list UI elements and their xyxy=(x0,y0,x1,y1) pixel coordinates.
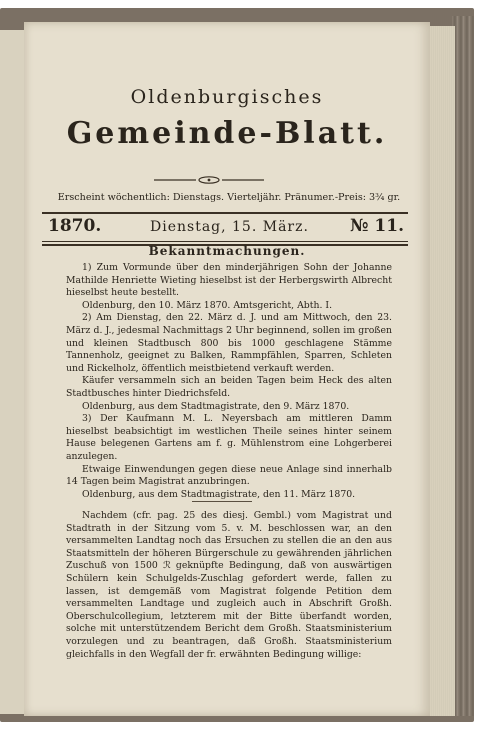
notice-paragraph: Oldenburg, aus dem Stadtmagistrate, den 11. März 1870. xyxy=(82,488,356,500)
publication-info: Erscheint wöchentlich: Dienstags. Vierteljähr. Pränumer.-Preis: 3¾ gr. xyxy=(57,192,401,203)
issue-year: 1870. xyxy=(48,216,102,236)
book-spine xyxy=(452,16,474,716)
masthead-title-small: Oldenburgisches xyxy=(130,86,324,108)
issue-row xyxy=(42,216,408,240)
header-rule-top xyxy=(42,212,408,214)
notice-paragraph: Oldenburg, den 10. März 1870. Amtsgericht, Abth. I. xyxy=(82,299,333,311)
issue-number: № 11. xyxy=(350,216,404,236)
notice-paragraph: 3) Der Kaufmann M. L. Neyersbach am mittleren Damm hieselbst beabsichtigt im westlichen Theile seines hinter seinem Hause belegenen Gartens am f. g. Mühlenstrom eine Lohgerberei anzulegen. xyxy=(66,413,392,462)
notice-paragraph: 2) Am Dienstag, den 22. März d. J. und am Mittwoch, den 23. März d. J., jedesmal Nachmittags 2 Uhr beginnend, sollen im großen und kleinen Stadtbusch 800 bis 1000 geschlagene Stämme Tannenholz, geeignet zu Balken, Rammpfählen, Sparren, Schleten und Rickelholz, öffentlich meistbietend verkauft werden. xyxy=(66,312,392,374)
section-title: Bekanntmachungen. xyxy=(148,244,306,258)
issue-date: Dienstag, 15. März. xyxy=(150,219,309,235)
left-page-edge xyxy=(0,30,25,714)
notice-paragraph: Etwaige Einwendungen gegen diese neue Anlage sind innerhalb 14 Tagen beim Magistrat anzubringen. xyxy=(66,463,392,488)
notice-paragraph: Käufer versammeln sich an beiden Tagen beim Heck des alten Stadtbusches hinter Diedrichsfeld. xyxy=(66,375,392,399)
masthead-title: Gemeinde-Blatt. xyxy=(66,116,388,151)
notice-paragraph: Oldenburg, aus dem Stadtmagistrate, den 9. März 1870. xyxy=(82,400,350,412)
page-edges xyxy=(428,26,455,716)
newspaper-page xyxy=(24,22,430,716)
ornament-divider xyxy=(154,176,264,184)
section-separator xyxy=(192,501,252,502)
header-rule-bottom xyxy=(42,241,408,242)
article-block xyxy=(66,510,392,661)
notice-paragraph: 1) Zum Vormunde über den minderjährigen Sohn der Johanne Mathilde Henriette Wieting hieselbst ist der Herbergswirth Albrecht hieselbst heute bestellt. xyxy=(66,262,392,299)
article-paragraph: Nachdem (cfr. pag. 25 des diesj. Gembl.) vom Magistrat und Stadtrath in der Sitzung vom 5. v. M. beschlossen war, an den versammelten Landtag noch das Ersuchen zu stellen die an den aus Staatsmitteln der höheren Bürgerschule zu gewährenden jährlichen Zuschuß von 1500 ℛ geknüpfte Bedingung, daß von auswärtigen Schülern kein Schulgelds-Zuschlag gefordert werde, fallen zu lassen, ist demgemäß vom Magistrat folgende Petition dem versammelten Landtage und zugleich auch in Abschrift Großh. Oberschulcollegium, letzterem mit der Bitte überfandt worden, solche mit unterstützendem Bericht dem Großh. Staatsministerium vorzulegen und zu beantragen, daß Großh. Staatsministerium gleichfalls in den Wegfall der fr. erwähnten Bedingung willige: xyxy=(66,510,392,660)
notices-block xyxy=(66,262,392,501)
